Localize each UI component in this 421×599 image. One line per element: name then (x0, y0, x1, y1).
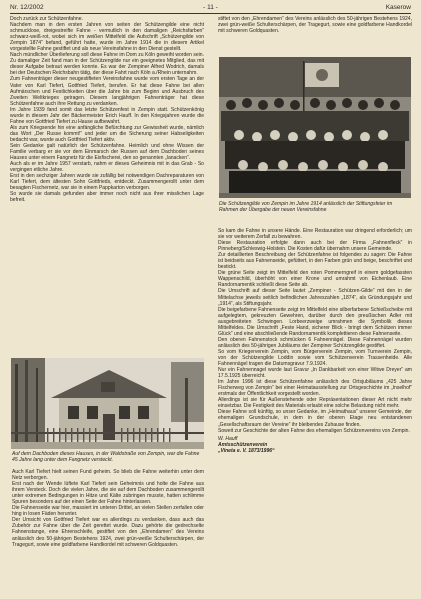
paragraph: Soweit zur Geschichte der alten Fahne des ehemaligen Schützenvereins von Zempin. (218, 427, 410, 434)
paragraph: Die Fahnenseide war hier, massiert im unteren Drittel, an vielen Stellen zerfallen oder hing in losen Fäden herunter. (12, 505, 204, 518)
header-rule (10, 13, 411, 14)
paragraph: Im Jahre 1996 ist diese Schützenfahne anlässlich des Ortsjubiläums „425 Jahre Fischerweg von Zempin“ bei einer Heimatausstellung zur Ortsgeschichte im „Inselhof“ erstmals der Öffentlichkeit vorgestellt worden. (218, 379, 412, 398)
paragraph: Erst nach der Wende lüftete Karl Tiefert sein Geheimnis und holte die Fahne aus ihrem Versteck. Doch die vielen Jahre, die sie auf dem Dachboden zusammengerollt unter extremen Bedingungen in Hitze und Kälte zubringen musste, hatten schlimme Spuren besonders auf der einen Seite der Fahne hinterlassen. (12, 481, 204, 506)
article-column-right-main (218, 228, 412, 594)
author-role: Amtsschützenverein (218, 441, 268, 448)
article-column-left-bottom (12, 469, 204, 594)
paragraph: Der Umsicht von Gottfried Tiefert war es allerdings zu verdanken, dass auch das Zubehör zur Fahne über die Zeit gerettet wurde. Dazu gehörte die gedrechselte Fahnenstange, eine Ehrenschleife, gestiftet von den „Ehrendamen“ des Vereins anlässlich des 50-jährigen Bestehens 1924, zwei grün-weiße Schulterschärpen, der Tragegurt, sowie eine goldfarbene Handkordel mit schweren Goldquasten. (12, 517, 204, 548)
house-photo (11, 358, 204, 449)
group-photo (219, 57, 411, 198)
house-photo-graphic (11, 358, 204, 449)
paragraph: Zum Fahnenträger dieser neugestifteten Vereinsfahne wurde vom ersten Tage an der Vater von Karl Tiefert, Gottfried Tiefert, berufen. Er hat diese Fahne bei allen Aufmärschen und Festlichkeiten über die Jahre bis zum Beginn und Ausbruch des Zweiten Weltkrieges getragen. Diesem langjährigen Fahnenträger hat diese Schützenfahne auch ihre Rettung zu verdanken. (10, 76, 204, 107)
paragraph: Sein Gedanke galt natürlich der Schützenfahne. Heimlich und ohne Wissen der Familie verbarg er sie vor dem Einmarsch der Russen auf dem Dachboden seines Hauses unter einem Fangnetz für die Eisfischerei, den so genannten „Ianacken“. (10, 142, 204, 162)
paragraph: Die grüne Seite zeigt im Mittelfeld den roten Pommerngreif in einem goldgefassten Wappenschild, überhöht von einer Krone und umrahmt von Eichenlaub. Eine Randornamentik schließt diese Seite ab. (218, 270, 412, 289)
paragraph: So wurde sie damals gefunden aber immer noch nicht aus ihrer misslichen Lage befreit. (10, 191, 204, 204)
paragraph: Allerdings ist sie für Außenstehende oder Repräsentationen dieser Art nicht mehr einsetzbar. Die Festigkeit des Materials erlaubt eine solche Belastung nicht mehr. (218, 397, 412, 410)
paragraph: Als zum Kriegsende hin eine anfängliche Befürchtung zur Gewissheit wurde, nämlich das Wort „Der Russe kommt!“ und jeder um die Sicherung seiner Habseligkeiten bedacht war, wurde auch Gottfried Tiefert aktiv. (10, 124, 204, 143)
issue-number: Nr. 12/2002 (10, 4, 44, 11)
paragraph: So vom Kriegerverein Zempin, vom Bürgerverein Zempin, vom Turnverein Zempin, von der Schützengilde Loddin sowie vom Schützenverein Trassenheide. Alle Fahnennägel tragen die Datumsgravur 7.9.1924. (218, 348, 412, 368)
article-column-left-top (10, 16, 204, 355)
group-photo-caption: Die Schützengilde von Zempin im Jahre 1914 anlässlich der Stiftungsfeier im Rahmen der Übergabe der neuen Vereinsfahne (219, 201, 393, 214)
paragraph: Die beigefarbene Fahnenseite zeigt im Mittelfeld eine silberfarbene Schießscheibe mit aufgelegtem, gekreuzten Gewehren, darüber durch den preußischen Adler mit ausgebreiteten Schwingen. Lorbeerzweige umrahmen die Symbolik dieses Mittelfeldes. Die Umschrift „Feste Hand, sicherer Blick - bringt dem Schützen immer Glück“ und eine abschließende Randornamentik komplettieren diese Fahnenseite. (218, 306, 412, 337)
paragraph: Erst in den sechziger Jahren wurde sie zufällig bei notwendigen Dachreparaturen von Karl Tiefert, dem ältesten Sohn Gottfrieds, entdeckt. Zusammengerollt unter dem besagten Fischernetz, war sie in einem Pappkarton verborgen. (10, 173, 204, 192)
signature-block (218, 436, 412, 454)
article-column-right-top (218, 16, 412, 54)
paragraph: Zur detaillierten Beschreibung der Schützenfahne ist folgendes zu sagen: Die Fahne ist beidseits aus Fahnenseide, gefüttert, in den Farben grün und beige, beschriftet und bestickt. (218, 252, 412, 271)
paragraph: Doch zurück zur Schützenfahne. (10, 16, 83, 22)
publication-name: Kaserow (385, 4, 411, 11)
paragraph: Nachdem man in den ersten Jahren von seiten der Schützengilde eine nicht schmucklose, dreigestreifte Fahne - vermutlich in den damaligen „Reichsfarben“ schwarz-weiß-rot, wobei sich im weißen Mittelfeld die Aufschrift „Schützengilde von Zempin 1874“ befand, geführt hatte, wurde im Jahre 1914 die in diesem Artikel vorgestellte Fahne gestiftet und als neue Vereinsfahne in den Dienst gestellt. (10, 22, 204, 53)
paragraph: stiftet von den „Ehrendamen“ des Vereins anlässlich des 50-jährigen Bestehens 1924, zwei grün-weiße Schulterschärpen, der Tragegurt, sowie eine goldfarbene Handkordel mit schweren Goldquasten. (218, 16, 412, 35)
author-name: W. Hauff (218, 435, 238, 442)
paragraph: Auch als er im Jahre 1957 verstarb, nahm er dieses Geheimnis mit in das Grab - So vergingen etliche Jahre. (10, 161, 204, 174)
author-organization: „Vineta e. V. 1873/1996“ (218, 447, 275, 454)
paragraph: Diese Restauration erfolgte dann auch bei der Firma „Fahnenfleck“ in Pinneberg/Schleswig-Holstein. Die Kosten dafür übernahm unsere Gemeinde. (218, 240, 412, 253)
house-photo-caption: Auf dem Dachboden dieses Hauses, in der Waldstraße von Zempin, war die Fahne 45 Jahre lang unter dem Fangnetz versteckt. (12, 451, 200, 464)
paragraph: Im Jahre 1939 fand somit das letzte Schützenfest in Zempin statt. Schützenkönig wurde in diesem Jahr der Bäckermeister Erich Hauff. In den Kriegsjahren wurde die Fahne von Gottfried Tiefert zu Hause aufbewahrt. (10, 106, 204, 125)
paragraph: Diese Fahne soll künftig, so unser Gedanke, im „Heimathaus“ unserer Gemeinde, der ehemaligen Grundschule, in dem in der oberen Etage neu entstandenen „Gesellschaftsraum der Vereine“ ihr bleibendes Zuhause finden. (218, 409, 412, 428)
group-photo-graphic (219, 57, 411, 198)
paragraph: So kam die Fahne in unsere Hände. Eine Restauration war dringend erforderlich; um sie vor weiterem Zerfall zu bewahren. (218, 228, 412, 241)
paragraph: Die Umschrift auf dieser Seite lautet „Zempiner - Schützen-Gilde“ mit den in der Mittelachse jeweils seitlich befindlichen Jahreszahlen „1874“, als Gründungsjahr und „1914“, als Stiftungsjahr. (218, 288, 412, 307)
paragraph: Nach mündlicher Überlieferung soll diese Fahne im Dom zu Köln geweiht worden sein. Zu damaliger Zeit fand man in der Schützengilde nur ein geeignetes Mitglied, das mit dieser Aufgabe betraut werden konnte. Es war der Zempiner Alfred Wodrich, damals bei der Deutschen Reichsbahn tätig, der diese Fahrt nach Köln a./Rhein unternahm. (10, 52, 204, 77)
paragraph: Nur ein Fahnennagel wurde laut Gravur „In Dankbarkeit von einer Witwe Dreyer“ am 17.5.1925 überreicht. (218, 367, 412, 380)
page-number: - 11 - (203, 4, 218, 11)
paragraph: Auch Karl Tiefert hielt seinen Fund geheim. So blieb die Fahne weiterhin unter dem Netz verborgen. (12, 469, 204, 482)
page-header (10, 3, 411, 13)
paragraph: Den oberen Fahnenstock schmücken 6 Fahnennägel. Diese Fahnennägel wurden anlässlich des 50-jährigen Jubiläums der Zempiner Schützengilde gestiftet. (218, 336, 412, 349)
